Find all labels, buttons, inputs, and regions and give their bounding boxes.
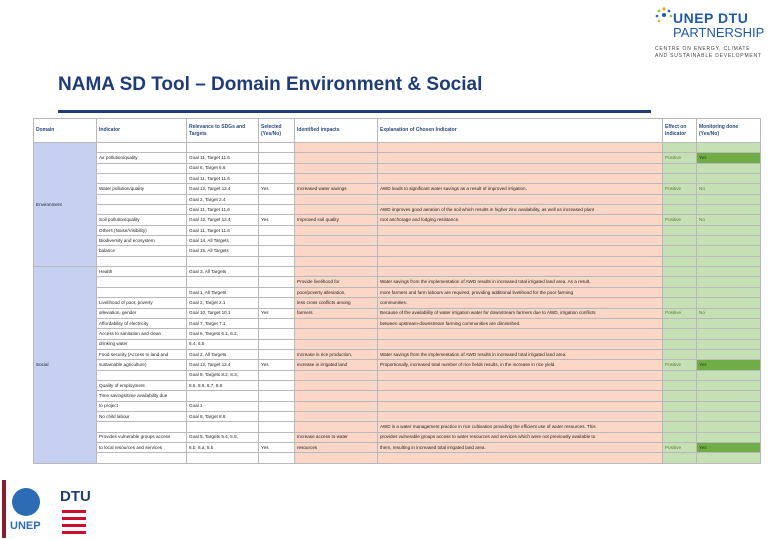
table-row [34, 318, 761, 328]
cell-selected [259, 267, 295, 277]
cell-impacts [295, 225, 378, 235]
cell-impacts [295, 143, 378, 153]
cell-relevance: Goal 5, Targets 5.4, 5.5, [187, 432, 259, 442]
cell-selected [259, 194, 295, 204]
cell-impacts [295, 329, 378, 339]
cell-indicator [97, 422, 187, 432]
cell-effect [663, 339, 697, 349]
header-relevance: Relevance to SDGs and Targets [187, 119, 259, 143]
cell-monitoring [697, 256, 761, 266]
sunburst-icon [655, 6, 673, 28]
cell-impacts [295, 153, 378, 163]
table-row [34, 236, 761, 246]
cell-relevance: Goal 11, Target 11.6 [187, 205, 259, 215]
cell-effect [663, 411, 697, 421]
table-row [34, 246, 761, 256]
cell-selected [259, 329, 295, 339]
cell-relevance: Goal 12, Target 12.4 [187, 360, 259, 370]
cell-explanation [378, 153, 663, 163]
cell-selected [259, 318, 295, 328]
cell-effect [663, 453, 697, 463]
cell-impacts [295, 401, 378, 411]
title-underline [58, 110, 651, 113]
table-row [34, 380, 761, 390]
cell-effect [663, 194, 697, 204]
cell-explanation: AWD is a water management practice in rice cultivation providing the efficient use of water resources. This [378, 422, 663, 432]
table-row [34, 143, 761, 153]
cell-explanation: AWD improves good aeration of the soil which results in higher zinc availability, as well as increased plant [378, 205, 663, 215]
cell-impacts: resources [295, 442, 378, 452]
cell-monitoring: No [697, 184, 761, 194]
cell-effect: Positive [663, 215, 697, 225]
cell-monitoring [697, 329, 761, 339]
cell-monitoring [697, 287, 761, 297]
header-effect: Effect on Indicator [663, 119, 697, 143]
cell-relevance: Goal 8, Target 8.6 [187, 411, 259, 421]
cell-explanation [378, 329, 663, 339]
cell-indicator [97, 163, 187, 173]
cell-monitoring [697, 380, 761, 390]
cell-effect [663, 318, 697, 328]
cell-explanation: communities. [378, 298, 663, 308]
cell-relevance: 8.5, 8.6, 8.7, 8.8 [187, 380, 259, 390]
cell-selected [259, 349, 295, 359]
cell-relevance: 6.4, 6.5 [187, 339, 259, 349]
cell-explanation [378, 256, 663, 266]
cell-indicator: drinking water [97, 339, 187, 349]
table-row [34, 194, 761, 204]
table-row [34, 256, 761, 266]
cell-monitoring [697, 174, 761, 184]
cell-effect [663, 143, 697, 153]
cell-indicator: sustainable agriculture) [97, 360, 187, 370]
table-row [34, 225, 761, 235]
cell-impacts: farmers [295, 308, 378, 318]
cell-effect [663, 236, 697, 246]
cell-impacts [295, 246, 378, 256]
cell-relevance: Goal 1 [187, 401, 259, 411]
cell-impacts [295, 267, 378, 277]
cell-impacts [295, 380, 378, 390]
cell-impacts: poor/poverty alleviation, [295, 287, 378, 297]
cell-selected [259, 277, 295, 287]
table-row [34, 174, 761, 184]
logo-subtitle: PARTNERSHIP [673, 25, 765, 40]
cell-monitoring [697, 205, 761, 215]
cell-monitoring [697, 391, 761, 401]
header-impacts: Identified impacts [295, 119, 378, 143]
cell-explanation [378, 236, 663, 246]
cell-impacts [295, 256, 378, 266]
cell-impacts [295, 194, 378, 204]
cell-monitoring [697, 453, 761, 463]
cell-monitoring [697, 236, 761, 246]
cell-monitoring [697, 349, 761, 359]
cell-explanation: Water savings from the implementation of AWD results in increased total irrigated land area. As a result, [378, 277, 663, 287]
cell-monitoring [697, 401, 761, 411]
cell-indicator: Livelihood of poor, poverty [97, 298, 187, 308]
cell-selected [259, 339, 295, 349]
cell-effect [663, 380, 697, 390]
cell-indicator [97, 453, 187, 463]
cell-indicator: to project [97, 401, 187, 411]
table-row [34, 442, 761, 452]
cell-relevance: Goal 8, Targets 8.2, 8.3, [187, 370, 259, 380]
cell-explanation [378, 339, 663, 349]
cell-explanation: AWD leads to significant water savings as a result of improved irrigation. [378, 184, 663, 194]
cell-indicator: Provides vulnerable groups access [97, 432, 187, 442]
domain-environment: Environment [34, 143, 97, 267]
cell-effect [663, 205, 697, 215]
cell-relevance: Goal 15, All Targets [187, 246, 259, 256]
header-explanation: Explanation of Chosen Indicator [378, 119, 663, 143]
cell-relevance: Goal 1, All Targets [187, 287, 259, 297]
cell-selected [259, 256, 295, 266]
cell-selected [259, 153, 295, 163]
cell-impacts [295, 318, 378, 328]
cell-relevance: 6.b, 6.a, 5.b [187, 442, 259, 452]
table-row [34, 411, 761, 421]
cell-monitoring [697, 339, 761, 349]
cell-monitoring [697, 246, 761, 256]
cell-indicator: Time savings/time availability due [97, 391, 187, 401]
cell-effect [663, 246, 697, 256]
sd-tool-table-container [33, 118, 760, 463]
cell-relevance: Goal 11, Target 11.6 [187, 225, 259, 235]
cell-relevance: Goal 6, Targets 6.1, 6.2, [187, 329, 259, 339]
table-body [34, 143, 761, 464]
cell-selected [259, 143, 295, 153]
cell-effect [663, 225, 697, 235]
cell-indicator [97, 277, 187, 287]
cell-effect [663, 391, 697, 401]
cell-selected: Yes [259, 184, 295, 194]
page-title: NAMA SD Tool – Domain Environment & Social [58, 74, 483, 95]
cell-explanation [378, 267, 663, 277]
unep-label: UNEP [10, 520, 41, 532]
cell-explanation [378, 411, 663, 421]
cell-explanation: between upstream-downstream farming communities are diminished. [378, 318, 663, 328]
cell-impacts [295, 174, 378, 184]
cell-monitoring [697, 432, 761, 442]
cell-indicator: Access to sanitation and clean [97, 329, 187, 339]
cell-explanation: Proportionally, increased total number of rice fields results, in the increase in rice yield. [378, 360, 663, 370]
cell-indicator [97, 174, 187, 184]
table-row [34, 215, 761, 225]
cell-monitoring [697, 194, 761, 204]
cell-explanation: provides vulnerable groups access to water resources and services which were not previously available to [378, 432, 663, 442]
cell-impacts [295, 422, 378, 432]
table-row [34, 329, 761, 339]
cell-indicator: Air pollution/quality [97, 153, 187, 163]
cell-selected: Yes [259, 308, 295, 318]
cell-indicator: Soil pollution/quality [97, 215, 187, 225]
cell-selected [259, 411, 295, 421]
cell-impacts: Increased water savings [295, 184, 378, 194]
cell-relevance: Goal 6, Target 6.6 [187, 163, 259, 173]
table-row [34, 267, 761, 277]
cell-effect [663, 174, 697, 184]
cell-explanation [378, 174, 663, 184]
table-row [34, 422, 761, 432]
cell-impacts: increase in irrigated land [295, 360, 378, 370]
cell-effect [663, 256, 697, 266]
table-row [34, 298, 761, 308]
cell-explanation [378, 380, 663, 390]
cell-monitoring [697, 422, 761, 432]
cell-selected [259, 205, 295, 215]
cell-indicator: Affordability of electricity [97, 318, 187, 328]
table-row [34, 453, 761, 463]
cell-effect [663, 422, 697, 432]
cell-selected [259, 174, 295, 184]
cell-relevance [187, 256, 259, 266]
cell-relevance: Goal 3, All Targets [187, 267, 259, 277]
cell-relevance [187, 391, 259, 401]
cell-effect [663, 267, 697, 277]
table-row [34, 401, 761, 411]
cell-effect [663, 163, 697, 173]
cell-relevance: Goal 2, Target 2.4 [187, 194, 259, 204]
cell-effect [663, 277, 697, 287]
table-row [34, 308, 761, 318]
cell-relevance: Goal 7, Target 7.1 [187, 318, 259, 328]
cell-impacts: Increase access to water [295, 432, 378, 442]
table-row [34, 205, 761, 215]
cell-monitoring [697, 143, 761, 153]
table-row [34, 432, 761, 442]
cell-indicator: Quality of employment [97, 380, 187, 390]
cell-monitoring: No [697, 215, 761, 225]
sd-tool-table [33, 118, 761, 464]
cell-indicator [97, 256, 187, 266]
cell-monitoring [697, 411, 761, 421]
table-row [34, 349, 761, 359]
table-row [34, 287, 761, 297]
dtu-label: DTU [60, 488, 91, 505]
cell-selected [259, 453, 295, 463]
cell-selected [259, 225, 295, 235]
cell-indicator [97, 205, 187, 215]
cell-monitoring [697, 370, 761, 380]
cell-explanation [378, 194, 663, 204]
cell-effect: Positive [663, 360, 697, 370]
cell-explanation [378, 370, 663, 380]
cell-relevance [187, 453, 259, 463]
cell-selected: Yes [259, 360, 295, 370]
cell-selected [259, 391, 295, 401]
cell-monitoring [697, 225, 761, 235]
cell-indicator: Biodiversity and ecosystem [97, 236, 187, 246]
cell-indicator: Health [97, 267, 187, 277]
cell-relevance: Goal 10, Target 10.1 [187, 308, 259, 318]
cell-effect [663, 432, 697, 442]
cell-selected [259, 380, 295, 390]
cell-impacts [295, 411, 378, 421]
cell-relevance: Goal 11, Target 11.6 [187, 153, 259, 163]
cell-selected [259, 422, 295, 432]
cell-effect: Positive [663, 442, 697, 452]
cell-explanation [378, 401, 663, 411]
cell-effect [663, 298, 697, 308]
cell-effect: Positive [663, 184, 697, 194]
table-row [34, 153, 761, 163]
cell-relevance: Goal 12, Target 12.4 [187, 215, 259, 225]
cell-explanation: root anchorage and lodging resistance. [378, 215, 663, 225]
cell-monitoring [697, 277, 761, 287]
cell-explanation: Because of the availability of water irrigation water for downstream farmers due to AWD, irrigation conflicts [378, 308, 663, 318]
cell-indicator: No child labour [97, 411, 187, 421]
cell-selected [259, 370, 295, 380]
cell-impacts [295, 236, 378, 246]
cell-impacts: Improved soil quality [295, 215, 378, 225]
cell-relevance: Goal 11, Target 11.6 [187, 174, 259, 184]
cell-explanation [378, 225, 663, 235]
cell-relevance: Goal 14, All Targets [187, 236, 259, 246]
cell-effect [663, 370, 697, 380]
cell-effect [663, 401, 697, 411]
cell-selected: Yes [259, 215, 295, 225]
cell-impacts [295, 205, 378, 215]
table-row [34, 163, 761, 173]
cell-indicator: Water pollution/quality [97, 184, 187, 194]
cell-impacts [295, 370, 378, 380]
domain-social: Social [34, 267, 97, 464]
cell-effect [663, 329, 697, 339]
cell-explanation: more farmers and farm labours are required, providing additional livelihood for the poor farming [378, 287, 663, 297]
cell-explanation [378, 246, 663, 256]
cell-indicator: alleviation, gender [97, 308, 187, 318]
cell-relevance: Goal 2, Target 2.1 [187, 298, 259, 308]
cell-monitoring [697, 163, 761, 173]
un-bar [2, 480, 6, 538]
cell-indicator: Food security (Access to land and [97, 349, 187, 359]
cell-selected [259, 298, 295, 308]
cell-selected [259, 246, 295, 256]
cell-indicator: to local resources and services [97, 442, 187, 452]
table-row [34, 277, 761, 287]
cell-explanation: them, resulting in increased total irrigated land area. [378, 442, 663, 452]
cell-explanation [378, 143, 663, 153]
cell-explanation: Water savings from the implementation of AWD results in increased total irrigated land area. [378, 349, 663, 359]
logo-line-1: CENTRE ON ENERGY, CLIMATE [655, 46, 751, 52]
table-row [34, 360, 761, 370]
cell-indicator: Others (Noise/Visibility) [97, 225, 187, 235]
cell-selected [259, 236, 295, 246]
cell-impacts: Provide livelihood for [295, 277, 378, 287]
unep-emblem-icon [12, 488, 40, 516]
table-row [34, 391, 761, 401]
cell-monitoring: No [697, 308, 761, 318]
table-row [34, 184, 761, 194]
cell-impacts: less cross conflicts among [295, 298, 378, 308]
cell-selected [259, 163, 295, 173]
cell-effect [663, 287, 697, 297]
cell-relevance [187, 277, 259, 287]
dtu-emblem-icon [60, 508, 88, 536]
cell-selected [259, 401, 295, 411]
cell-monitoring [697, 298, 761, 308]
table-row [34, 339, 761, 349]
cell-relevance: Goal 2, All Targets [187, 349, 259, 359]
cell-effect: Positive [663, 153, 697, 163]
header-selected: Selected (Yes/No) [259, 119, 295, 143]
cell-selected [259, 287, 295, 297]
cell-indicator [97, 370, 187, 380]
header-monitoring: Monitoring done (Yes/No) [697, 119, 761, 143]
cell-monitoring: Yes [697, 153, 761, 163]
cell-selected [259, 432, 295, 442]
cell-impacts: Increase in rice production, [295, 349, 378, 359]
cell-explanation [378, 453, 663, 463]
cell-impacts [295, 339, 378, 349]
cell-monitoring [697, 318, 761, 328]
cell-monitoring: Yes [697, 360, 761, 370]
cell-selected: Yes [259, 442, 295, 452]
cell-impacts [295, 391, 378, 401]
cell-impacts [295, 163, 378, 173]
cell-effect: Positive [663, 308, 697, 318]
cell-indicator [97, 194, 187, 204]
logo-title: UNEP DTU [673, 10, 749, 26]
unep-dtu-partnership-logo [655, 2, 775, 62]
cell-explanation [378, 163, 663, 173]
cell-relevance [187, 422, 259, 432]
footer-logos [0, 480, 110, 540]
header-indicator: Indicator [97, 119, 187, 143]
cell-indicator [97, 287, 187, 297]
cell-relevance [187, 143, 259, 153]
table-row [34, 370, 761, 380]
cell-indicator [97, 143, 187, 153]
cell-impacts [295, 453, 378, 463]
cell-relevance: Goal 12, Target 12.4 [187, 184, 259, 194]
logo-line-2: AND SUSTAINABLE DEVELOPMENT [655, 53, 762, 59]
cell-monitoring [697, 267, 761, 277]
header-domain: Domain [34, 119, 97, 143]
cell-monitoring: Yes [697, 442, 761, 452]
cell-effect [663, 349, 697, 359]
cell-indicator: balance [97, 246, 187, 256]
cell-explanation [378, 391, 663, 401]
